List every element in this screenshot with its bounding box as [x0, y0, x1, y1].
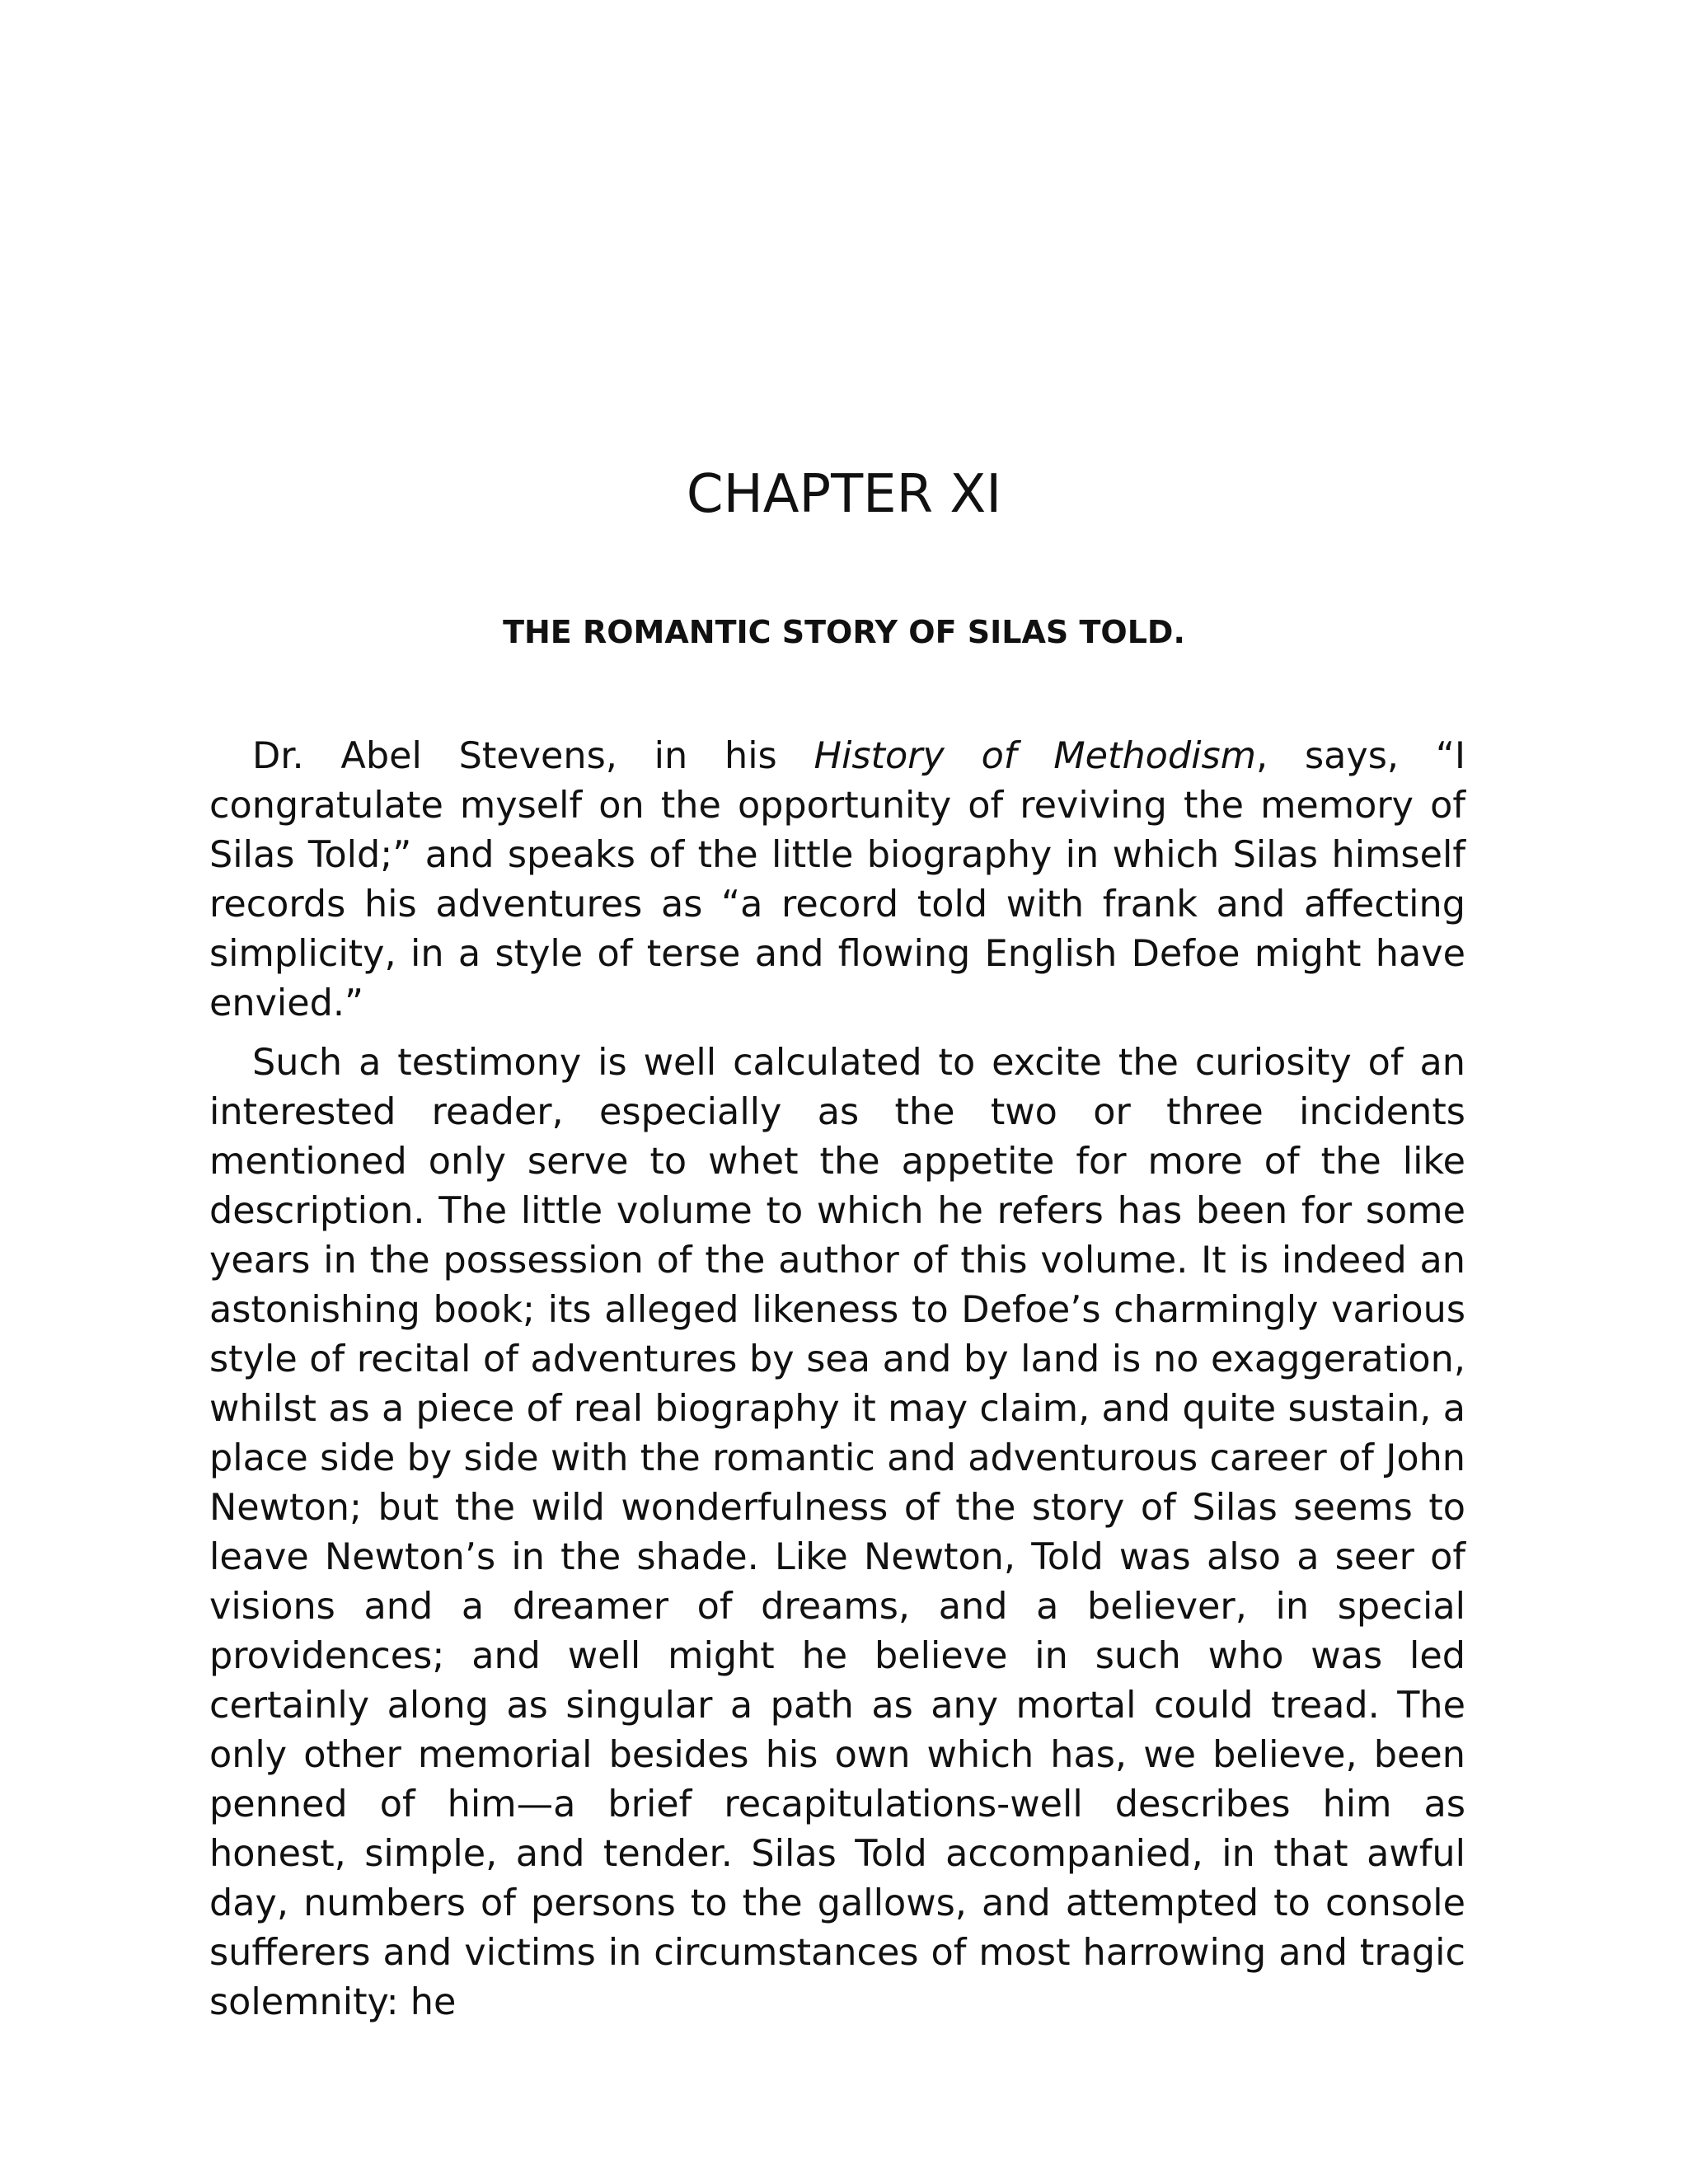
book-title-italic: History of Methodism — [814, 735, 1257, 777]
paragraph-2: Such a testimony is well calculated to excite the curiosity of an interested reader, especially as the two or three incidents mentioned only serve to whet the appetite for more of the like description. The little volume to which he refers has been for some years in the possession of the author of this volume. It is indeed an astonishing book; its alleged likeness to Defoe’s charmingly various style of recital of adventures by sea and by land is no exaggeration, whilst as a piece of real biography it may claim, and quite sustain, a place side by side with the romantic and adventurous career of John Newton; but the wild wonderfulness of the story of Silas seems to leave Newton’s in the shade. Like Newton, Told was also a seer of visions and a dreamer of dreams, and a believer, in special providences; and well might he believe in such who was led certainly along as singular a path as any mortal could tread. The only other memorial besides his own which has, we believe, been penned of him—a brief recapitulations-well describes him as honest, simple, and tender. Silas Told accompanied, in that awful day, numbers of persons to the gallows, and attempted to console sufferers and victims in circumstances of most harrowing and tragic solemnity: he — [209, 1042, 1465, 2023]
paragraph-1-text-start: Dr. Abel Stevens, in his — [252, 735, 814, 777]
paragraph-1 — [209, 732, 1465, 1029]
paragraph-1-text-end: , says, “I congratulate myself on the opportunity of reviving the memory of Silas Told;” and speaks of the little biography in which Silas himself records his adventures as “a record told with frank and affecting simplicity, in a style of terse and flowing English Defoe might have envied.” — [209, 735, 1465, 1024]
chapter-body — [209, 732, 1465, 2037]
chapter-title: CHAPTER XI — [686, 464, 1002, 525]
chapter-subtitle: THE ROMANTIC STORY OF SILAS TOLD. — [503, 614, 1185, 650]
